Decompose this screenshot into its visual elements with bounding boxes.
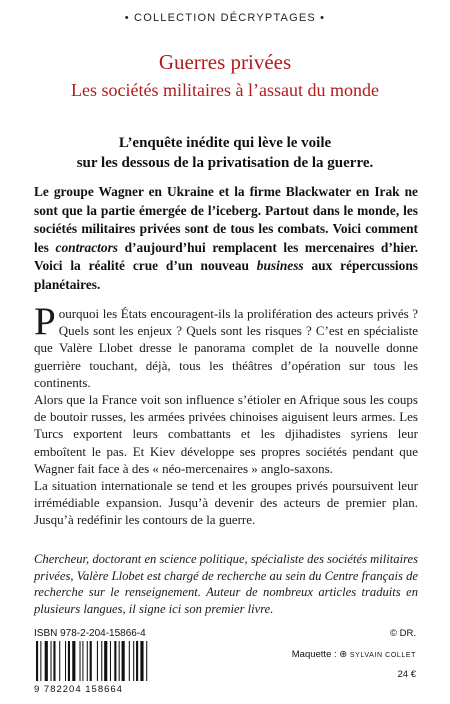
- lead-text-3: aux répercussions planétaires.: [34, 258, 418, 292]
- book-subtitle: Les sociétés militaires à l’assaut du monde: [71, 80, 379, 100]
- lead-text-1: Le groupe Wagner en Ukraine et la firme Blackwater en Irak ne sont que la partie émergée de l’iceberg. Partout dans le monde, les sociétés militaires privées sont de tous les combats. Voici comment les: [34, 184, 418, 255]
- design-credit-label: Maquette :: [291, 649, 340, 660]
- body-paragraph-3: La situation internationale se tend et les groupes privés poursuivent leur irrémédiable expansion. Jusqu’à devenir des acteurs de premier plan. Jusqu’à redéfinir les contours de la guerre.: [34, 478, 418, 528]
- design-credit: [292, 649, 416, 660]
- sylvain-collet-logo-icon: ⊛: [339, 649, 350, 660]
- lead-text-2: d’aujourd’hui remplacent les mercenaires d’hier. Voici la réalité crue d’un nouveau: [34, 239, 418, 273]
- collection-label: • COLLECTION DÉCRYPTAGES •: [124, 12, 326, 24]
- lead-italic-contractors: contractors: [55, 239, 118, 255]
- barcode-icon: [34, 641, 184, 681]
- tagline-line-2: sur les dessous de la privatisation de la guerre.: [76, 155, 374, 171]
- tagline: [40, 133, 410, 173]
- body-paragraph-1-text: ourquoi les États encouragent-ils la prolifération des acteurs privés ? Quels sont les enjeux ? Quels sont les risques ? C’est en spécialiste que Valère Llobet dresse le panorama complet de la nouvelle donne guerrière touchant, déjà, tous les théâtres d’opération sur tous les continents.: [34, 306, 418, 390]
- body-paragraph-1: [34, 300, 418, 391]
- price: 24 €: [397, 669, 416, 680]
- photo-credit: © DR.: [390, 628, 416, 639]
- body-text: [34, 300, 418, 529]
- lead-paragraph: [34, 183, 418, 294]
- tagline-line-1: L’enquête inédite qui lève le voile: [118, 135, 332, 151]
- lead-italic-business: business: [256, 258, 304, 273]
- barcode-number: 9 782204 158664: [34, 684, 123, 695]
- book-title: Guerres privées: [158, 50, 292, 74]
- design-credit-name: SYLVAIN COLLET: [349, 652, 416, 659]
- author-bio: Chercheur, doctorant en science politique, spécialiste des sociétés militaires privées, Valère Llobet est chargé de recherche au sein du Centre français de recherche sur le renseignement. Auteur de nombreux articles traduits en plusieurs langues, il signe ici son premier livre.: [34, 552, 418, 616]
- drop-cap: P: [34, 300, 56, 343]
- body-paragraph-2: Alors que la France voit son influence s’étioler en Afrique sous les coups de boutoir russes, les armées privées chinoises aiguisent leurs armes. Les Turcs exportent leurs combattants et les djihadistes syriens leur emboîtent le pas. Et Kiev développe ses propres sociétés pendant que Wagner fait face à des « néo-mercenaires » anglo-saxons.: [34, 392, 418, 476]
- isbn: ISBN 978-2-204-15866-4: [34, 628, 146, 639]
